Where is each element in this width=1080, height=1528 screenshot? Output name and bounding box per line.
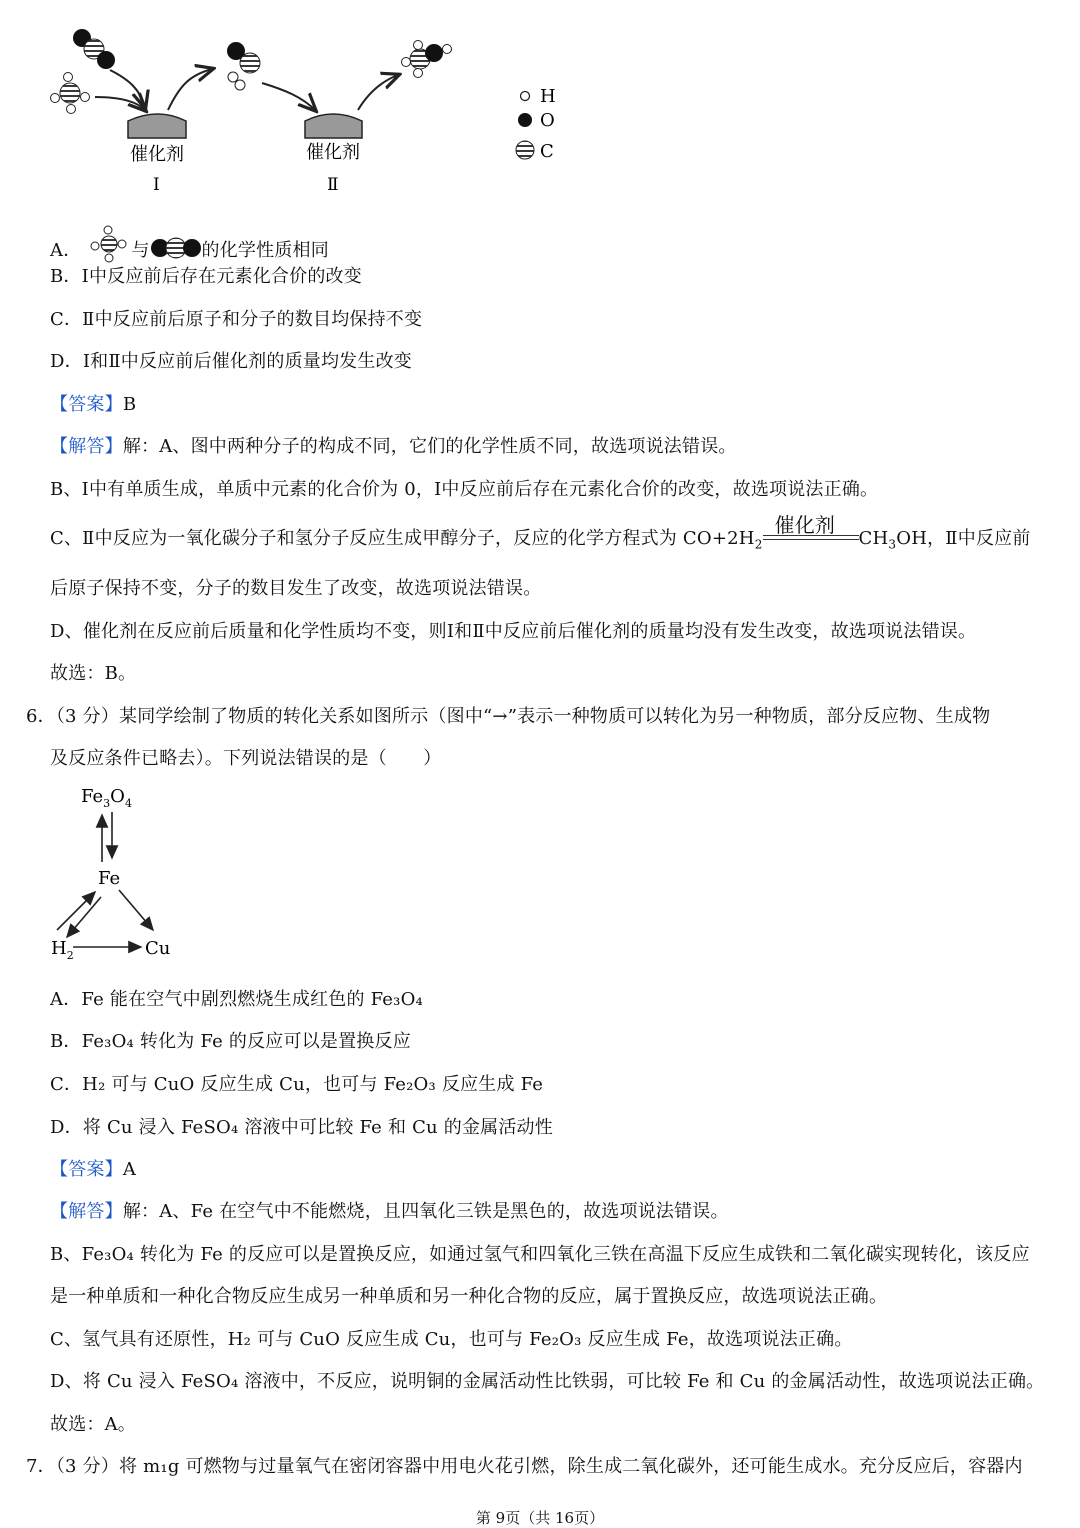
q5-analysis-c: C、Ⅱ中反应为一氧化碳分子和氢分子反应生成甲醇分子，反应的化学方程式为 $CO+2H_2$ 催化剂 $CH_3OH$，Ⅱ中反应前: [50, 513, 1031, 552]
equation-condition: 催化剂: [763, 529, 859, 549]
page-footer: 第 9页（共 16页）: [475, 1509, 605, 1527]
q6-option-a: A．Fe 能在空气中剧烈燃烧生成红色的 Fe₃O₄: [50, 989, 423, 1010]
q5-option-a: A． 与 的化学性质相同: [50, 224, 329, 264]
stage-1-label: Ⅰ: [153, 175, 160, 195]
legend-h: H: [540, 86, 556, 107]
q6-option-d: D．将 Cu 浸入 FeSO₄ 溶液中可比较 Fe 和 Cu 的金属活动性: [50, 1117, 553, 1138]
catalyst-1: [128, 114, 186, 138]
q6-option-c: C．H₂ 可与 CuO 反应生成 Cu，也可与 Fe₂O₃ 反应生成 Fe: [50, 1074, 544, 1095]
catalyst-label-1: 催化剂: [130, 144, 184, 165]
q5-analysis-d: D、催化剂在反应前后质量和化学性质均不变，则Ⅰ和Ⅱ中反应前后催化剂的质量均没有发生改变，故选项说法错误。: [50, 621, 977, 642]
node-fe: Fe: [98, 868, 121, 889]
co2-molecule-icon: [150, 237, 202, 259]
q6-stem-1: 6．（3 分）某同学绘制了物质的转化关系如图所示（图中“→”表示一种物质可以转化为另一种物质，部分反应物、生成物: [26, 706, 991, 727]
co-molecule-2: [227, 42, 260, 73]
q6-choice: 故选：A。: [50, 1414, 136, 1435]
node-fe3o4: $Fe_3O_4$: [81, 786, 132, 810]
node-h2: $H_2$: [51, 938, 74, 962]
ch4-molecule: [51, 73, 90, 114]
q5-option-b: B．Ⅰ中反应前后存在元素化合价的改变: [50, 266, 362, 287]
q6-answer: 【答案】A: [50, 1159, 137, 1180]
q6-analysis-b1: B、Fe₃O₄ 转化为 Fe 的反应可以是置换反应，如通过氢气和四氧化三铁在高温下反应生成铁和二氧化碳实现转化，该反应: [50, 1244, 1030, 1265]
q6-option-b: B．Fe₃O₄ 转化为 Fe 的反应可以是置换反应: [50, 1031, 411, 1052]
legend-o: O: [540, 110, 555, 131]
q5-analysis-c2: 后原子保持不变，分子的数目发生了改变，故选项说法错误。: [50, 578, 542, 599]
q6-analysis-c: C、氢气具有还原性，H₂ 可与 CuO 反应生成 Cu，也可与 Fe₂O₃ 反应生成 Fe，故选项说法正确。: [50, 1329, 853, 1350]
stage-2-label: Ⅱ: [327, 175, 339, 195]
catalyst-label-2: 催化剂: [306, 142, 360, 163]
q5-option-d: D．Ⅰ和Ⅱ中反应前后催化剂的质量均发生改变: [50, 351, 412, 372]
q5-analysis-b: B、Ⅰ中有单质生成，单质中元素的化合价为 0，Ⅰ中反应前后存在元素化合价的改变，故选项说法正确。: [50, 479, 879, 500]
catalyst-2: [305, 114, 362, 138]
q5-analysis-a: 【解答】解：A、图中两种分子的构成不同，它们的化学性质不同，故选项说法错误。: [50, 436, 737, 457]
q6-analysis-b2: 是一种单质和一种化合物反应生成另一种单质和另一种化合物的反应，属于置换反应，故选项说法正确。: [50, 1286, 888, 1307]
node-cu: Cu: [145, 938, 171, 959]
ch4-molecule-icon: [89, 224, 129, 264]
conversion-diagram: [45, 782, 195, 972]
q7-stem-1: 7．（3 分）将 m₁g 可燃物与过量氧气在密闭容器中用电火花引燃，除生成二氧化碳外，还可能生成水。充分反应后，容器内: [26, 1456, 1023, 1477]
co-molecule-1: [73, 29, 115, 69]
q5-choice: 故选：B。: [50, 663, 137, 684]
q6-stem-2: 及反应条件已略去）。下列说法错误的是（ ）: [50, 748, 442, 769]
q5-answer: 【答案】B: [50, 394, 137, 415]
methanol-molecule: [402, 41, 452, 78]
q6-analysis-a: 【解答】解：A、Fe 在空气中不能燃烧，且四氧化三铁是黑色的，故选项说法错误。: [50, 1201, 729, 1222]
legend-c: C: [540, 141, 554, 162]
q6-analysis-d: D、将 Cu 浸入 FeSO₄ 溶液中，不反应，说明铜的金属活动性比铁弱，可比较 Fe 和 Cu 的金属活动性，故选项说法正确。: [50, 1371, 1045, 1392]
reaction-diagram: [40, 25, 640, 225]
q5-option-c: C．Ⅱ中反应前后原子和分子的数目均保持不变: [50, 309, 423, 330]
